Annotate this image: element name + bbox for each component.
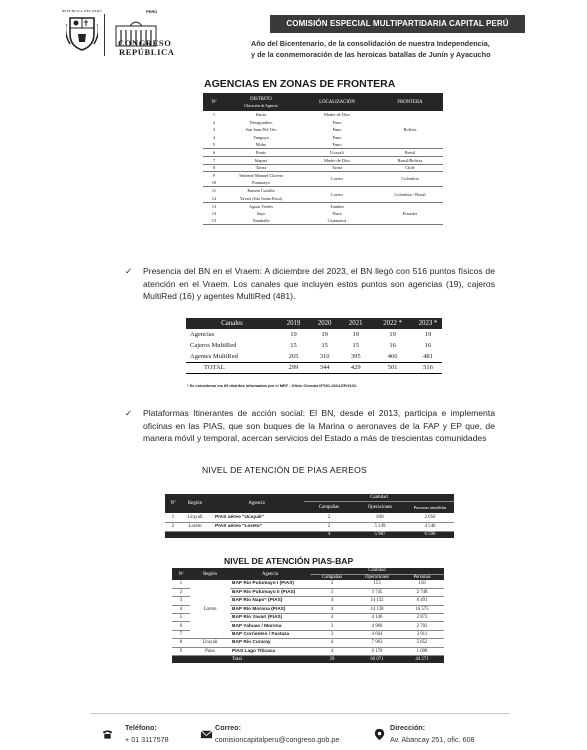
cell: 4 <box>310 647 354 655</box>
col-cantidad: Cantidad <box>304 494 454 501</box>
cell: 4 <box>304 531 354 538</box>
col-region: Región <box>181 494 209 513</box>
table-row <box>203 202 443 210</box>
cell: 19 <box>424 331 432 338</box>
cell: Ecuador <box>402 211 418 217</box>
cell <box>377 134 443 142</box>
cell <box>377 111 443 119</box>
cell: 16 575 <box>400 605 444 613</box>
bullet-pias <box>125 407 495 445</box>
table-row <box>186 351 442 362</box>
cell: 19 <box>389 331 396 338</box>
cell: PIAS aéreo "Ucayali" <box>209 513 304 522</box>
mail-label: Correo: <box>215 723 241 732</box>
cell: 1 <box>165 513 181 522</box>
phone-value: + 01 3117578 <box>125 735 169 744</box>
cell: 14 138 <box>354 605 400 613</box>
cell: 13 <box>211 203 217 209</box>
cell: 3 <box>310 622 354 630</box>
bullet-vraem <box>125 265 495 303</box>
cell: BAP Río Napo" (PIAS) <box>230 597 310 605</box>
pias-aereos-title: NIVEL DE ATENCIÓN DE PIAS AEREOS <box>202 465 367 475</box>
cell: 395 <box>350 352 361 360</box>
year-motto-line2: y de la conmemoración de las heroicas batallas de Junín y Ayacucho <box>251 50 491 59</box>
cell: BAP Rio Putumayo I (PIAS) <box>230 580 310 588</box>
cell: 466 <box>387 352 398 360</box>
year-motto-line1: Año del Bicentenario, de la consolidación de nuestra Independencia, <box>251 39 490 48</box>
cell: 6 <box>172 622 190 630</box>
cell: 2 <box>304 513 354 522</box>
bullet-pias-text: Plataformas Itinerantes de acción social: El BN, desde el 2013, participa e implementa oficinas en las PIAS, que son buques de la Marina o aeronaves de la FAP y EP que, de manera móvil y temporal, acercan servicios del Estado a más de trescientas comunidades <box>143 408 495 444</box>
table-row <box>186 329 442 340</box>
cell: 15 <box>290 342 297 349</box>
cell: Yunguyo <box>253 135 269 141</box>
cell: Brasil/Bolivia <box>377 157 443 165</box>
table-row <box>203 217 443 225</box>
table-row <box>172 630 444 638</box>
cell: 5 <box>172 614 190 622</box>
cell: Madre de Dios <box>323 112 351 118</box>
cell: Yavarí (Isla Santa Rosa) <box>225 195 297 203</box>
cell: 6 170 <box>354 647 400 655</box>
cell: 2 748 <box>400 588 444 596</box>
table-row <box>165 522 454 531</box>
channels-footnote: * Se consideran los 69 distritos informados por el MEF - Oficio Circular Nº001-2024-EF/4102. <box>187 383 358 388</box>
congress-wordmark-sub: REPÚBLICA <box>119 47 175 57</box>
cell: 5 852 <box>400 639 444 647</box>
cell <box>172 656 190 663</box>
cell: 3 <box>212 127 216 133</box>
year-motto <box>251 38 531 60</box>
col-n: Nº <box>165 494 181 513</box>
mail-value[interactable]: comisioncapitalperu@congreso.gob.pe <box>215 735 340 744</box>
cell: Loreto <box>203 606 217 612</box>
cell: 29 <box>310 656 354 663</box>
channels-table <box>186 318 442 374</box>
cell <box>190 588 230 596</box>
cell: Chile <box>377 164 443 172</box>
table-row <box>203 126 443 134</box>
page-header <box>0 0 587 70</box>
total-row <box>186 362 442 373</box>
col-agency: Agencia <box>230 568 310 580</box>
cell: Puno <box>190 647 230 655</box>
cell: Putumayo <box>225 179 297 187</box>
table-row <box>172 588 444 596</box>
col-2021: 2021 <box>340 318 371 329</box>
cell: 4 <box>310 639 354 647</box>
cell: Tacna <box>225 164 297 172</box>
cell: 3 <box>310 630 354 638</box>
row-label: TOTAL <box>186 362 278 373</box>
cell: Puno <box>332 127 342 133</box>
cell: 501 <box>371 362 414 373</box>
crest-label: REPÚBLICA DEL PERÚ <box>61 9 103 13</box>
cell: 14 132 <box>354 597 400 605</box>
cell: 2 <box>165 522 181 531</box>
col-agency: Agencia <box>209 494 304 513</box>
cell: 15 <box>203 217 225 225</box>
cell: Desaguadero <box>249 119 273 125</box>
cell: 19 <box>352 331 359 338</box>
cell: Loreto <box>297 191 377 199</box>
cell: 15 <box>352 342 359 349</box>
cell: 4 <box>310 605 354 613</box>
cell: 4 546 <box>406 522 454 531</box>
cell: 153 <box>354 580 400 588</box>
col-2019: 2019 <box>278 318 309 329</box>
cell: 838 <box>354 513 406 522</box>
cell: Madre de Dios <box>297 157 377 165</box>
cell: BAP Río Putumayo II (PIAS) <box>230 588 310 596</box>
cell <box>190 630 230 638</box>
table-row <box>203 119 443 127</box>
cell: 12 <box>203 195 225 203</box>
cell: BAP Río Morona (PIAS) <box>230 605 310 613</box>
cell: 481 <box>423 352 433 360</box>
mail-icon <box>200 728 213 741</box>
total-label: Total <box>230 656 310 663</box>
col-n: Nº <box>172 568 190 580</box>
col-2022: 2022 * <box>371 318 414 329</box>
table-row <box>172 622 444 630</box>
cell: Tacna <box>297 164 377 172</box>
cell <box>377 202 443 210</box>
cell: Puno <box>332 135 342 141</box>
col-district-title: DISTRITO <box>250 96 272 102</box>
table-row <box>203 210 443 218</box>
cell: Aguas Verdes <box>248 203 274 209</box>
cell: Sayo <box>256 211 266 217</box>
cell: 8 <box>203 164 225 172</box>
cell: 4 960 <box>354 622 400 630</box>
col-canales: Canales <box>186 318 278 329</box>
cell: Moho <box>225 141 297 149</box>
cell: BAP Yahuas / Morona <box>230 622 310 630</box>
col-region: Región <box>190 568 230 580</box>
table-row <box>172 647 444 655</box>
cell: Iñapari <box>225 157 297 165</box>
cell: 3 <box>310 580 354 588</box>
cell <box>190 656 230 663</box>
cell: 19 <box>290 331 297 338</box>
cell: Teniente Manuel Clavero <box>238 173 284 179</box>
col-personas: Personas atendidas <box>406 501 454 513</box>
cell <box>190 622 230 630</box>
cell: PIAS aéreo "Loreto" <box>209 522 304 531</box>
cell: BAP Río Curaray <box>230 639 310 647</box>
table-row <box>172 597 444 605</box>
col-2020: 2020 <box>309 318 340 329</box>
cell: 8 491 <box>400 597 444 605</box>
cell: 14 <box>211 211 217 217</box>
cell: PIAS Lago Titicaca <box>230 647 310 655</box>
table-row <box>186 340 442 351</box>
cell: 344 <box>309 362 340 373</box>
bullet-vraem-text: Presencia del BN en el Vraem: A diciembre del 2023, el BN llegó con 516 puntos físicos de atención en el Vraem. Los canales que incluyen estos puntos son agencias (19), cajeros MultiRed (16) y agentes MultiRed (481). <box>143 266 495 302</box>
table-row <box>203 157 443 165</box>
cell: 7 963 <box>354 639 400 647</box>
cell: 516 <box>414 362 442 373</box>
col-district <box>225 93 297 111</box>
cell: 11 <box>211 188 217 194</box>
cell: Loreto <box>181 522 209 531</box>
location-pin-icon <box>373 728 386 741</box>
cell: 4 664 <box>354 630 400 638</box>
cell: 9 <box>212 173 216 179</box>
table-row <box>172 614 444 622</box>
cell: 2 <box>172 588 190 596</box>
col-operaciones: Operaciones <box>354 501 406 513</box>
cell: 2 <box>212 119 216 125</box>
cell: 19 <box>321 331 328 338</box>
cell: 6 <box>203 149 225 157</box>
cell: 2 703 <box>400 622 444 630</box>
row-label: Cajeros MultiRed <box>190 342 237 349</box>
table-row <box>172 639 444 647</box>
cell: 10 <box>203 179 225 187</box>
cell: Ucayali <box>181 513 209 522</box>
cell: Cajamarca <box>297 217 377 225</box>
cell: 5 <box>203 141 225 149</box>
cell: Namballe <box>225 217 297 225</box>
cell: Ucayali <box>297 149 377 157</box>
cell: 3 <box>172 597 190 605</box>
table-row <box>203 179 443 187</box>
cell: 7 <box>203 157 225 165</box>
cell <box>165 531 181 538</box>
cell: 16 <box>389 342 396 349</box>
frontier-table <box>203 93 443 225</box>
table-row <box>203 164 443 172</box>
table-row <box>165 513 454 522</box>
col-2023: 2023 * <box>414 318 442 329</box>
cell: 6 596 <box>406 531 454 538</box>
address-value: Av. Abancay 251, ofic. 608 <box>390 735 475 744</box>
phone-icon <box>101 728 114 741</box>
cell: 9 <box>172 647 190 655</box>
total-row <box>172 656 444 663</box>
header-divider <box>104 14 105 56</box>
cell <box>209 531 304 538</box>
cell: 5 987 <box>354 531 406 538</box>
congress-peru-label: PERÚ <box>146 9 158 14</box>
cell: 3 745 <box>354 588 400 596</box>
congress-wordmark: CONGRESO <box>118 38 172 48</box>
cell: Bolivia <box>403 127 417 133</box>
col-cantidad: Cantidad <box>310 568 444 574</box>
cell: 150 <box>400 580 444 588</box>
footer-mail <box>215 723 339 744</box>
cell: San Juan Del Oro <box>245 127 277 133</box>
cell: 44 271 <box>400 656 444 663</box>
cell: 310 <box>319 352 330 360</box>
table-row <box>172 605 444 613</box>
pias-bap-table <box>172 568 444 663</box>
cell: 299 <box>278 362 309 373</box>
cell: 60 071 <box>354 656 400 663</box>
total-row <box>165 531 454 538</box>
col-campanas: Campañas <box>310 574 354 580</box>
cell: 4 <box>172 605 190 613</box>
cell: Colombia <box>377 175 443 183</box>
cell: Puno <box>332 119 342 125</box>
col-district-sub: Ubicación de Agencia <box>244 103 278 108</box>
cell: 3 911 <box>400 630 444 638</box>
pias-bap-title: NIVEL DE ATENCIÓN PIAS-BAP <box>224 556 354 566</box>
col-n: Nº <box>203 93 225 111</box>
cell: 4 <box>310 597 354 605</box>
footer-address <box>390 723 474 744</box>
cell: BAP Corrientes / Pastaza <box>230 630 310 638</box>
col-operaciones: Operaciones <box>354 574 400 580</box>
footer-divider <box>90 713 510 714</box>
frontier-title: AGENCIAS EN ZONAS DE FRONTERA <box>204 78 396 90</box>
cell <box>181 531 209 538</box>
national-crest-icon <box>66 14 98 52</box>
table-row <box>203 134 443 142</box>
cell: Tumbes <box>330 203 344 209</box>
cell: 3 <box>310 588 354 596</box>
cell: 1 <box>172 580 190 588</box>
footer-phone <box>125 723 169 744</box>
phone-label: Teléfono: <box>125 723 157 732</box>
cell: 4 <box>212 135 216 141</box>
col-personas: Personas <box>400 574 444 580</box>
table-row <box>203 149 443 157</box>
table-row <box>203 195 443 203</box>
cell: Loreto <box>297 175 377 183</box>
cell: 429 <box>340 362 371 373</box>
cell: 16 <box>424 342 432 349</box>
cell: 4 <box>310 614 354 622</box>
cell: Brasil <box>377 149 443 157</box>
cell: 1 008 <box>400 647 444 655</box>
cell <box>190 580 230 588</box>
row-label: Agentes MultiRed <box>190 352 238 360</box>
table-row <box>203 111 443 119</box>
cell: Ucayali <box>190 639 230 647</box>
commission-title: COMISIÓN ESPECIAL MULTIPARTIDARIA CAPITAL PERÚ <box>270 15 525 33</box>
cell: 265 <box>288 352 299 360</box>
table-row <box>203 141 443 149</box>
cell <box>377 141 443 149</box>
cell: 2 <box>304 522 354 531</box>
cell: Puno <box>297 141 377 149</box>
cell: 8 <box>172 639 190 647</box>
checkmark-icon: ✓ <box>125 408 133 418</box>
col-border: FRONTERA <box>377 93 443 111</box>
cell: Colombia / Brasil <box>377 191 443 199</box>
table-row <box>172 580 444 588</box>
row-label: Agencias <box>190 331 215 338</box>
cell: 5 149 <box>354 522 406 531</box>
cell <box>190 597 230 605</box>
cell: Ramón Castilla <box>247 188 275 194</box>
cell <box>190 614 230 622</box>
cell: 1 <box>212 112 216 118</box>
cell: Iberia <box>255 112 267 118</box>
pias-aereos-table <box>165 494 454 538</box>
cell: Piura <box>332 211 342 217</box>
cell <box>377 119 443 127</box>
cell: BAP Río Yavarí (PIAS) <box>230 614 310 622</box>
cell: 4 146 <box>354 614 400 622</box>
cell: 15 <box>321 342 328 349</box>
col-campanas: Campañas <box>304 501 354 513</box>
cell <box>377 217 443 225</box>
address-label: Dirección: <box>390 723 426 732</box>
checkmark-icon: ✓ <box>125 266 133 276</box>
col-location: LOCALIZACIÓN <box>297 93 377 111</box>
cell: Purús <box>225 149 297 157</box>
cell: 2 873 <box>400 614 444 622</box>
cell: 7 <box>172 630 190 638</box>
cell: 2 050 <box>406 513 454 522</box>
